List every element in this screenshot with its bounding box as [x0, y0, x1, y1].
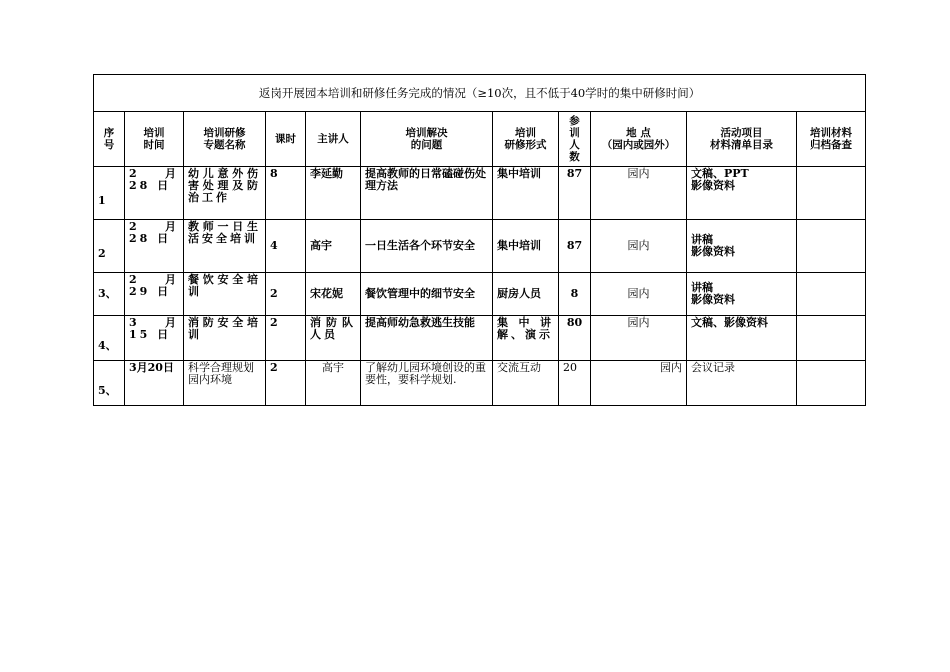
cell-materials: 讲稿 影像资料 [687, 220, 797, 273]
table-row [94, 273, 866, 316]
cell-time: 3月20日 [125, 361, 184, 406]
header-place: 地 点 （园内或园外） [591, 112, 687, 167]
cell-seq: 1 [94, 167, 125, 220]
cell-materials: 会议记录 [687, 361, 797, 406]
cell-archive [797, 220, 866, 273]
cell-problem: 一日生活各个环节安全 [361, 220, 493, 273]
header-time: 培训 时间 [125, 112, 184, 167]
header-row [94, 112, 866, 167]
cell-materials: 文稿、影像资料 [687, 316, 797, 361]
cell-seq: 2 [94, 220, 125, 273]
cell-count: 80 [559, 316, 591, 361]
cell-place: 园内 [591, 220, 687, 273]
cell-place: 园内 [591, 167, 687, 220]
cell-speaker: 高宇 [306, 220, 361, 273]
header-form: 培训 研修形式 [493, 112, 559, 167]
cell-form: 集中培训 [493, 167, 559, 220]
cell-count: 20 [559, 361, 591, 406]
cell-hours: 2 [266, 316, 306, 361]
cell-place: 园内 [591, 361, 687, 406]
table-row [94, 220, 866, 273]
cell-problem: 提高师幼急救逃生技能 [361, 316, 493, 361]
cell-archive [797, 361, 866, 406]
cell-form: 交流互动 [493, 361, 559, 406]
cell-speaker: 宋花妮 [306, 273, 361, 316]
cell-hours: 4 [266, 220, 306, 273]
table-row [94, 167, 866, 220]
cell-form: 集中培训 [493, 220, 559, 273]
header-topic: 培训研修 专题名称 [184, 112, 266, 167]
training-record-table [93, 74, 866, 406]
header-count: 参 训 人 数 [559, 112, 591, 167]
cell-speaker: 消防队人员 [306, 316, 361, 361]
cell-topic: 科学合理规划园内环境 [184, 361, 266, 406]
table-row [94, 361, 866, 406]
cell-time: 3 月 15 日 [125, 316, 184, 361]
cell-hours: 2 [266, 273, 306, 316]
cell-problem: 餐饮管理中的细节安全 [361, 273, 493, 316]
cell-archive [797, 316, 866, 361]
cell-count: 8 [559, 273, 591, 316]
cell-count: 87 [559, 167, 591, 220]
cell-time: 2 月 28 日 [125, 167, 184, 220]
cell-time: 2 月 28 日 [125, 220, 184, 273]
cell-problem: 提高教师的日常磕碰伤处理方法 [361, 167, 493, 220]
header-seq: 序 号 [94, 112, 125, 167]
cell-speaker: 高宇 [306, 361, 361, 406]
header-problem: 培训解决 的问题 [361, 112, 493, 167]
cell-count: 87 [559, 220, 591, 273]
cell-hours: 8 [266, 167, 306, 220]
cell-speaker: 李延勤 [306, 167, 361, 220]
header-archive: 培训材料 归档备查 [797, 112, 866, 167]
cell-problem: 了解幼儿园环境创设的重要性，要科学规划. [361, 361, 493, 406]
table-title: 返岗开展园本培训和研修任务完成的情况（≥10次，且不低于40学时的集中研修时间） [94, 75, 866, 112]
cell-place: 园内 [591, 316, 687, 361]
cell-place: 园内 [591, 273, 687, 316]
cell-seq: 5、 [94, 361, 125, 406]
header-materials: 活动项目 材料清单目录 [687, 112, 797, 167]
cell-seq: 3、 [94, 273, 125, 316]
cell-time: 2 月 29 日 [125, 273, 184, 316]
cell-materials: 讲稿 影像资料 [687, 273, 797, 316]
cell-seq: 4、 [94, 316, 125, 361]
cell-form: 集中讲解、演示 [493, 316, 559, 361]
cell-topic: 幼儿意外伤害处理及防治工作 [184, 167, 266, 220]
table-row [94, 316, 866, 361]
cell-archive [797, 273, 866, 316]
cell-archive [797, 167, 866, 220]
cell-hours: 2 [266, 361, 306, 406]
cell-topic: 消防安全培训 [184, 316, 266, 361]
cell-materials: 文稿、PPT 影像资料 [687, 167, 797, 220]
cell-topic: 餐饮安全培训 [184, 273, 266, 316]
cell-topic: 教师一日生活安全培训 [184, 220, 266, 273]
header-speaker: 主讲人 [306, 112, 361, 167]
header-hours: 课时 [266, 112, 306, 167]
cell-form: 厨房人员 [493, 273, 559, 316]
